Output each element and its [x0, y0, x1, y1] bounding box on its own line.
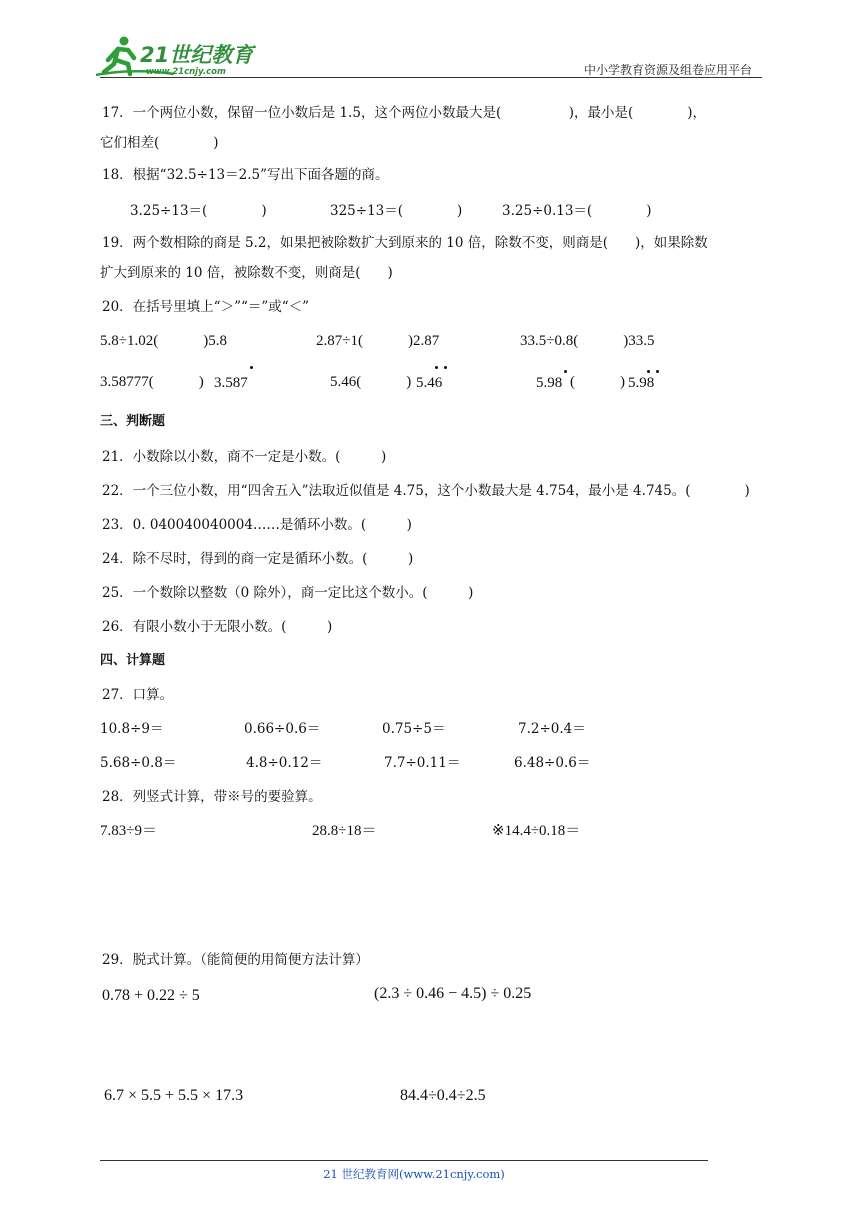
q29-item: 6.7 × 5.5 + 5.5 × 17.3: [104, 1087, 244, 1104]
svg-text:www.21cnjy.com: www.21cnjy.com: [146, 67, 226, 77]
q19-line2: 扩大到原来的 10 倍，被除数不变，则商是( ): [100, 265, 393, 281]
section-title-judge: 三、判断题: [100, 414, 166, 429]
q23: 23．0. 040040040004……是循环小数。( ): [102, 517, 412, 533]
repeating-dot-icon: [564, 370, 567, 373]
q27-item: 5.68÷0.8＝: [100, 755, 177, 771]
q27-item: 6.48÷0.6＝: [514, 755, 591, 771]
q20-row2-item-3-mid: ( ): [570, 374, 625, 390]
repeating-dot-icon: [435, 366, 438, 369]
repeating-dot-icon: [647, 370, 650, 373]
repeating-dot-icon: [444, 366, 447, 369]
q20-row2-item-2-left: 5.46( ): [330, 374, 412, 390]
q29-item: 0.78 + 0.22 ÷ 5: [102, 987, 200, 1004]
q27-item: 0.75÷5＝: [382, 721, 446, 737]
q21: 21．小数除以小数，商不一定是小数。( ): [102, 449, 387, 465]
q28-item: ※14.4÷0.18＝: [492, 823, 581, 839]
q27-stem: 27．口算。: [102, 687, 174, 703]
q20-row2-item-1-right: 3.587: [214, 375, 248, 391]
page-header: [0, 0, 860, 82]
q18-stem: 18．根据“32.5÷13＝2.5”写出下面各题的商。: [102, 167, 389, 183]
q20-row2-item-3-right: 5.98: [628, 375, 655, 391]
logo-21cnjy: [94, 34, 264, 78]
q18-item-3: 3.25÷0.13＝( ): [502, 203, 652, 219]
q20-stem: 20．在括号里填上“＞”“＝”或“＜”: [102, 299, 310, 315]
footer-link[interactable]: 21 世纪教育网(www.21cnjy.com): [323, 1167, 505, 1181]
q27-item: 7.2÷0.4＝: [518, 721, 586, 737]
repeating-dot-icon: [656, 370, 659, 373]
q29-item: (2.3 ÷ 0.46 − 4.5) ÷ 0.25: [374, 985, 532, 1002]
q20-row1-item-3: 33.5÷0.8( )33.5: [520, 333, 655, 349]
q25: 25．一个数除以整数（0 除外），商一定比这个数小。( ): [102, 585, 474, 601]
svg-text:21世纪教育: 21世纪教育: [140, 43, 254, 67]
header-divider: [100, 77, 762, 78]
q28-item: 28.8÷18＝: [312, 823, 377, 839]
q17-line2: 它们相差( ): [100, 135, 219, 151]
q26: 26．有限小数小于无限小数。( ): [102, 619, 333, 635]
q20-row2-item-2-right: 5.46: [416, 375, 443, 391]
q20-row2-item-3-left: 5.98: [536, 375, 563, 391]
q20-row1-item-2: 2.87÷1( )2.87: [316, 333, 440, 349]
section-title-calc: 四、计算题: [100, 653, 166, 668]
q18-item-1: 3.25÷13＝( ): [130, 203, 267, 219]
q20-row2-item-1-left: 3.58777( ): [100, 374, 204, 390]
q19-line1: 19．两个数相除的商是 5.2，如果把被除数扩大到原来的 10 倍，除数不变，则商是( )，如果除数: [102, 235, 708, 251]
q17-line1: 17．一个两位小数，保留一位小数后是 1.5，这个两位小数最大是( )，最小是( )，: [102, 105, 707, 121]
q27-item: 10.8÷9＝: [100, 721, 164, 737]
q28-item: 7.83÷9＝: [100, 823, 157, 839]
platform-title: 中小学教育资源及组卷应用平台: [583, 63, 752, 77]
q29-stem: 29．脱式计算。（能简便的用简便方法计算）: [102, 952, 369, 968]
q29-item: 84.4÷0.4÷2.5: [400, 1087, 486, 1104]
q20-row1-item-1: 5.8÷1.02( )5.8: [100, 333, 227, 349]
repeating-dot-icon: [250, 366, 253, 369]
q22: 22．一个三位小数，用“四舍五入”法取近似值是 4.75，这个小数最大是 4.754，最小是 4.745。( ): [102, 483, 750, 499]
footer-divider: [100, 1160, 708, 1161]
page-footer: [0, 1166, 860, 1182]
q28-stem: 28．列竖式计算，带※号的要验算。: [102, 789, 322, 805]
q27-item: 4.8÷0.12＝: [246, 755, 323, 771]
q18-item-2: 325÷13＝( ): [330, 203, 463, 219]
q24: 24．除不尽时，得到的商一定是循环小数。( ): [102, 551, 414, 567]
q27-item: 7.7÷0.11＝: [384, 755, 461, 771]
q27-item: 0.66÷0.6＝: [244, 721, 321, 737]
